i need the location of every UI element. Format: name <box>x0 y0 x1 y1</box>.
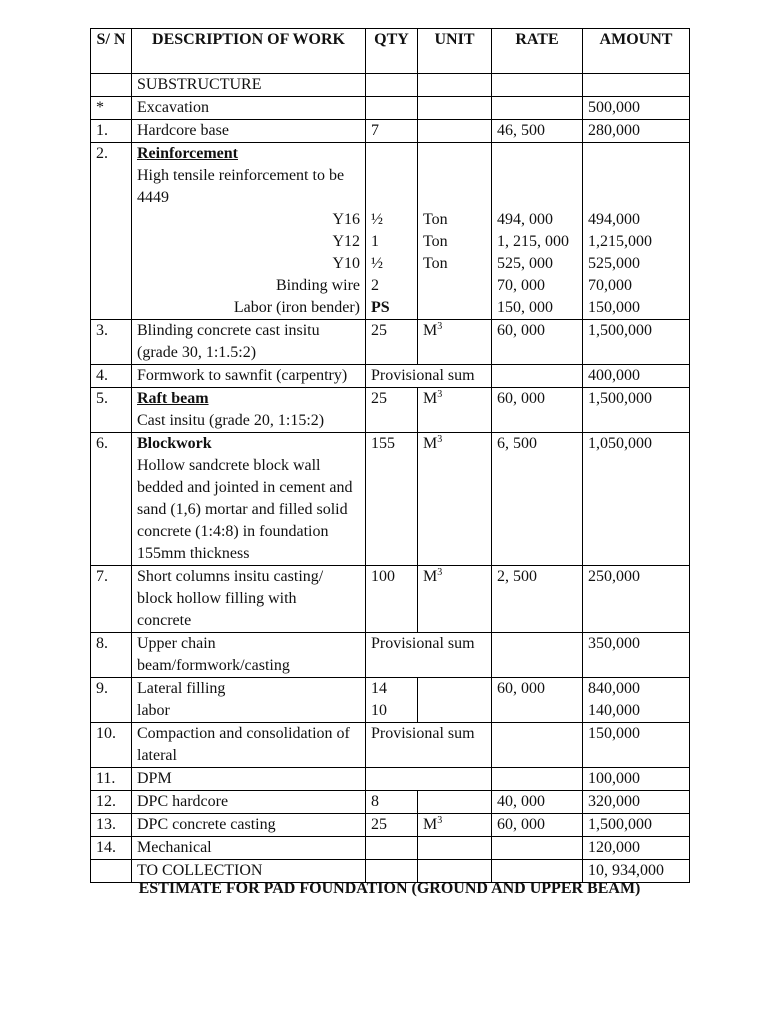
header-rate: RATE <box>492 29 583 74</box>
row-qty: 8 <box>366 791 418 814</box>
total-amount: 10, 934,000 <box>583 860 690 883</box>
row-qty: 25 <box>366 814 418 837</box>
row-amount: 840,000 140,000 <box>583 678 690 723</box>
row-description: DPC concrete casting <box>132 814 366 837</box>
row-unit: $M^3$ <box>418 388 492 433</box>
row-rate: 40, 000 <box>492 791 583 814</box>
row-amount: 280,000 <box>583 120 690 143</box>
row-description: DPC hardcore <box>132 791 366 814</box>
row-sn: 13. <box>91 814 132 837</box>
sub-item-label: Binding wire <box>276 277 360 294</box>
row-description: DPM <box>132 768 366 791</box>
row-provisional-sum: Provisional sum <box>366 723 492 768</box>
row-unit: $M^3$ <box>418 814 492 837</box>
row-rate: 46, 500 <box>492 120 583 143</box>
header-row <box>91 29 690 74</box>
sub-item-label: Y12 <box>332 233 360 250</box>
row-description <box>132 143 366 320</box>
row-unit: $M^3$ <box>418 433 492 566</box>
blockwork-desc: Hollow sandcrete block wall bedded and jointed in cement and sand (1,6) mortar and filled solid concrete (1:4:8) in foundation 155mm thickness <box>137 457 353 562</box>
row-qty: 7 <box>366 120 418 143</box>
row-qty: ½ 1 ½ 2 PS <box>366 143 418 320</box>
row-description: Formwork to sawnfit (carpentry) <box>132 365 366 388</box>
reinforcement-title: Reinforcement <box>137 145 238 162</box>
blockwork-title: Blockwork <box>137 435 212 452</box>
row-description: Short columns insitu casting/ block hollow filling with concrete <box>132 566 366 633</box>
row-amount: 400,000 <box>583 365 690 388</box>
row-provisional-sum: Provisional sum <box>366 365 492 388</box>
row-sn: 7. <box>91 566 132 633</box>
row-sn: 2. <box>91 143 132 320</box>
row-description: Mechanical <box>132 837 366 860</box>
row-qty: 25 <box>366 320 418 365</box>
row-description: Hardcore base <box>132 120 366 143</box>
row-amount: 120,000 <box>583 837 690 860</box>
header-description: DESCRIPTION OF WORK <box>132 29 366 74</box>
total-label: TO COLLECTION <box>132 860 366 883</box>
row-description <box>132 433 366 566</box>
table-row <box>91 814 690 837</box>
row-rate: 60, 000 <box>492 320 583 365</box>
row-sn: 14. <box>91 837 132 860</box>
header-amount: AMOUNT <box>583 29 690 74</box>
sub-item-label: Y10 <box>332 255 360 272</box>
header-sn: S/ N <box>91 29 132 74</box>
row-description: Upper chain beam/formwork/casting <box>132 633 366 678</box>
table-row <box>91 837 690 860</box>
row-unit: $M^3$ <box>418 566 492 633</box>
row-description: Lateral filling labor <box>132 678 366 723</box>
row-rate: 60, 000 <box>492 814 583 837</box>
row-rate: 60, 000 <box>492 388 583 433</box>
table-row <box>91 566 690 633</box>
row-sn: 1. <box>91 120 132 143</box>
row-description <box>132 388 366 433</box>
row-amount: 250,000 <box>583 566 690 633</box>
row-qty: 100 <box>366 566 418 633</box>
row-description: Excavation <box>132 97 366 120</box>
raft-title: Raft beam <box>137 390 209 407</box>
row-sn: 10. <box>91 723 132 768</box>
row-qty: 25 <box>366 388 418 433</box>
row-sn: 5. <box>91 388 132 433</box>
row-qty: 14 10 <box>366 678 418 723</box>
reinforcement-desc: High tensile reinforcement to be 4449 <box>137 167 345 206</box>
row-amount: 494,000 1,215,000 525,000 70,000 150,000 <box>583 143 690 320</box>
table-row <box>91 433 690 566</box>
sub-item-label: Labor (iron bender) <box>233 299 360 316</box>
row-amount: 1,050,000 <box>583 433 690 566</box>
section-row <box>91 74 690 97</box>
row-amount: 150,000 <box>583 723 690 768</box>
table-row <box>91 320 690 365</box>
table-row <box>91 120 690 143</box>
row-amount: 500,000 <box>583 97 690 120</box>
row-sn: 3. <box>91 320 132 365</box>
row-amount: 1,500,000 <box>583 388 690 433</box>
sub-item-label: Y16 <box>332 211 360 228</box>
row-description: Blinding concrete cast insitu (grade 30, 1:1.5:2) <box>132 320 366 365</box>
row-sn: 9. <box>91 678 132 723</box>
row-rate: 60, 000 <box>492 678 583 723</box>
table-row <box>91 791 690 814</box>
row-sn: 6. <box>91 433 132 566</box>
row-amount: 320,000 <box>583 791 690 814</box>
row-sn: 4. <box>91 365 132 388</box>
table-row <box>91 633 690 678</box>
row-sn: 8. <box>91 633 132 678</box>
row-qty: 155 <box>366 433 418 566</box>
table-row <box>91 388 690 433</box>
row-sn: * <box>91 97 132 120</box>
row-sn: 11. <box>91 768 132 791</box>
bill-of-quantities-table <box>90 28 690 883</box>
table-row <box>91 678 690 723</box>
row-unit: $M^3$ <box>418 320 492 365</box>
table-row <box>91 768 690 791</box>
row-unit: Ton Ton Ton <box>418 143 492 320</box>
row-rate: 494, 000 1, 215, 000 525, 000 70, 000 150, 000 <box>492 143 583 320</box>
section-title: SUBSTRUCTURE <box>132 74 366 97</box>
row-rate: 2, 500 <box>492 566 583 633</box>
table-row-reinforcement <box>91 143 690 320</box>
row-amount: 1,500,000 <box>583 814 690 837</box>
row-amount: 1,500,000 <box>583 320 690 365</box>
row-rate: 6, 500 <box>492 433 583 566</box>
page-caption: ESTIMATE FOR PAD FOUNDATION (GROUND AND UPPER BEAM) <box>138 880 641 897</box>
table-row <box>91 365 690 388</box>
row-amount: 100,000 <box>583 768 690 791</box>
row-amount: 350,000 <box>583 633 690 678</box>
table-row <box>91 723 690 768</box>
raft-desc: Cast insitu (grade 20, 1:15:2) <box>137 412 325 429</box>
header-unit: UNIT <box>418 29 492 74</box>
row-provisional-sum: Provisional sum <box>366 633 492 678</box>
row-sn: 12. <box>91 791 132 814</box>
header-qty: QTY <box>366 29 418 74</box>
table-row <box>91 97 690 120</box>
row-description: Compaction and consolidation of lateral <box>132 723 366 768</box>
